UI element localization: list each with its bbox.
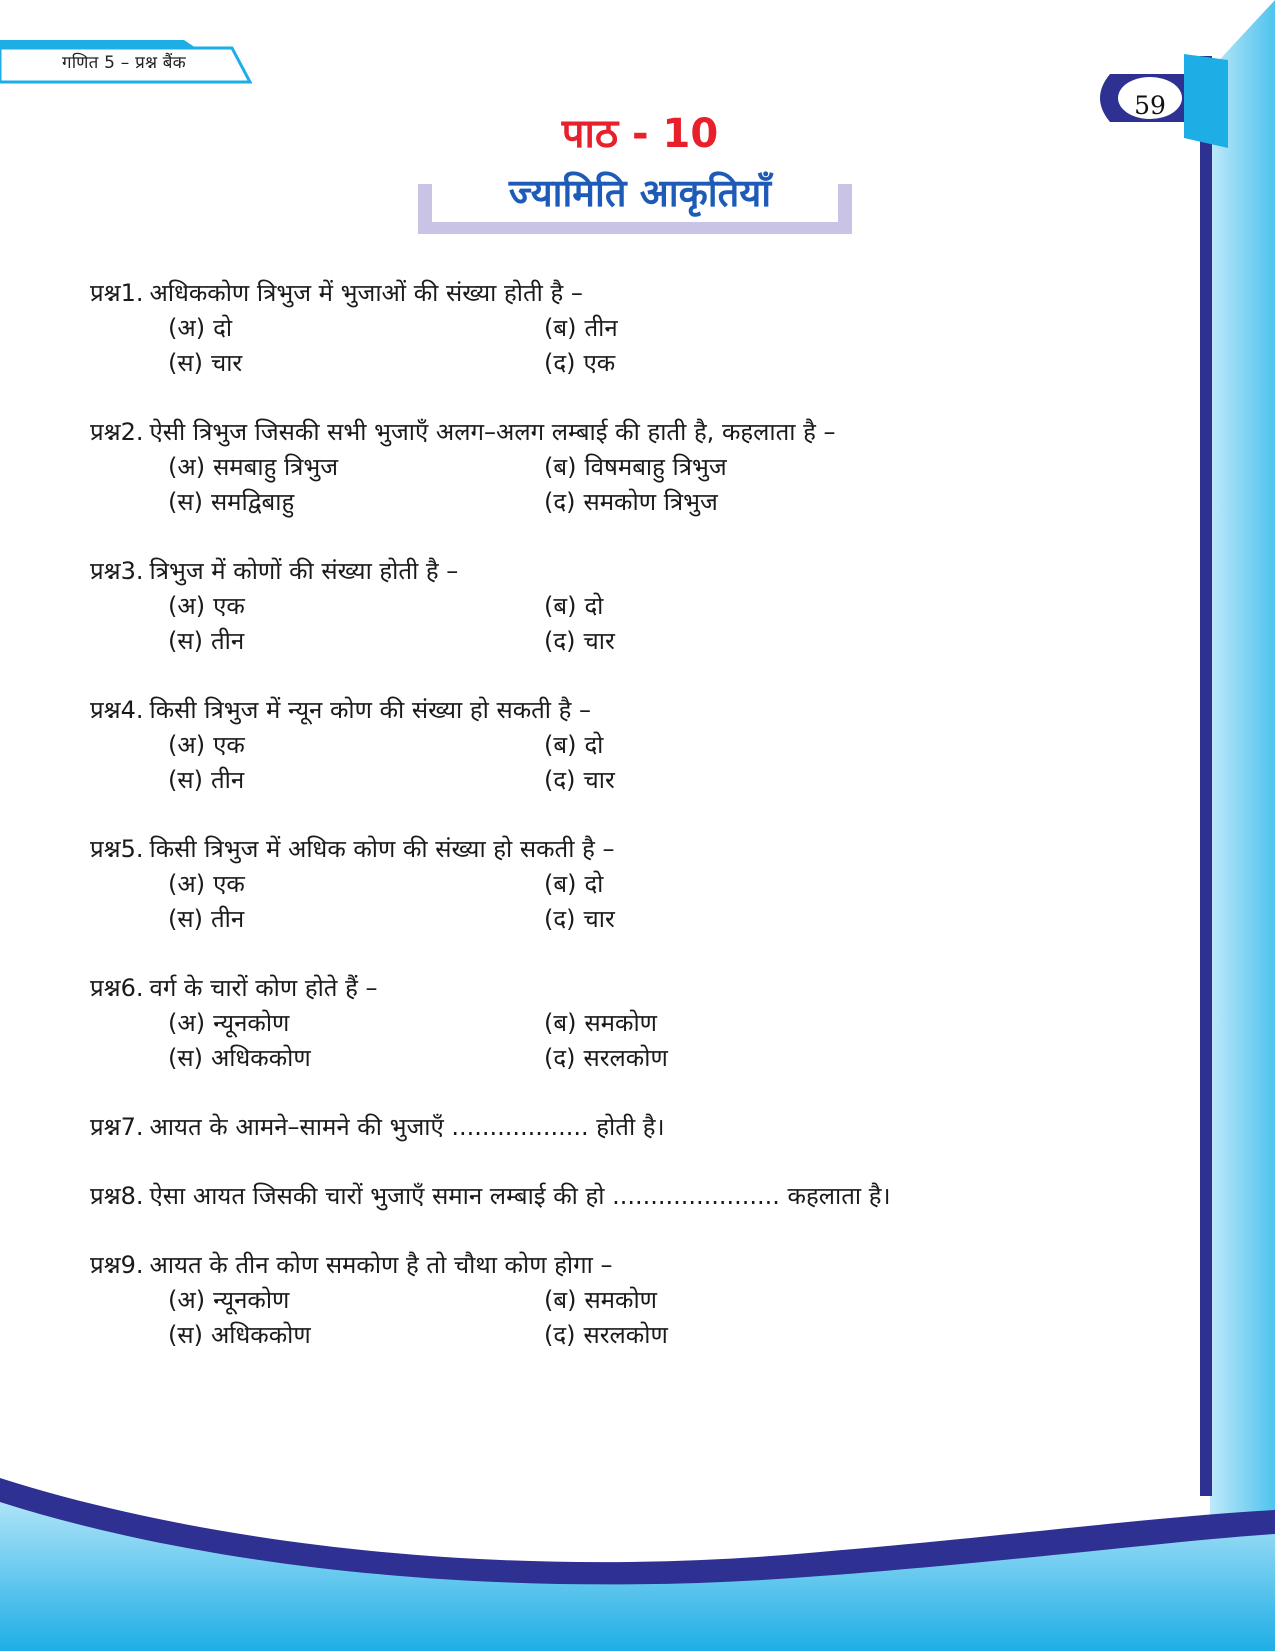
option-text: चार [583, 905, 615, 933]
option-text: एक [213, 592, 245, 620]
option-key: (अ) [168, 314, 206, 342]
question-item [90, 554, 1030, 659]
option-item [168, 1006, 544, 1041]
question-number: प्रश्न1. [90, 279, 144, 307]
question-item [90, 415, 1030, 520]
question-item [90, 693, 1030, 798]
option-item [168, 624, 544, 659]
question-item [90, 1248, 1030, 1353]
option-item [544, 1041, 920, 1076]
question-item [90, 276, 1030, 381]
question-text: ऐसा आयत जिसकी चारों भुजाएँ समान लम्बाई की हो ...................... कहलाता है। [149, 1182, 891, 1210]
option-text: दो [584, 592, 604, 620]
option-key: (स) [168, 1321, 203, 1349]
option-key: (अ) [168, 1009, 206, 1037]
option-item [544, 728, 920, 763]
option-item [544, 1283, 920, 1318]
options-grid [168, 867, 1030, 937]
question-text: किसी त्रिभुज में न्यून कोण की संख्या हो सकती है – [149, 696, 592, 724]
question-text: आयत के आमने–सामने की भुजाएँ .................. होती है। [149, 1113, 665, 1141]
option-key: (द) [544, 488, 576, 516]
option-text: तीन [210, 905, 245, 933]
option-item [544, 763, 920, 798]
option-key: (ब) [544, 870, 577, 898]
question-number: प्रश्न2. [90, 418, 144, 446]
option-key: (अ) [168, 592, 206, 620]
question-number: प्रश्न9. [90, 1251, 144, 1279]
option-key: (ब) [544, 1009, 577, 1037]
option-key: (ब) [544, 314, 577, 342]
question-number: प्रश्न4. [90, 696, 144, 724]
option-key: (स) [168, 627, 203, 655]
option-key: (अ) [168, 731, 206, 759]
option-text: दो [584, 870, 604, 898]
option-key: (स) [168, 349, 203, 377]
page-number: 59 [1134, 91, 1166, 120]
option-item [168, 450, 544, 485]
option-key: (ब) [544, 453, 577, 481]
option-key: (द) [544, 905, 576, 933]
chapter-title: ज्यामिति आकृतियाँ [508, 171, 772, 215]
question-text: त्रिभुज में कोणों की संख्या होती है – [149, 557, 459, 585]
option-item [544, 450, 920, 485]
option-key: (ब) [544, 592, 577, 620]
question-item [90, 1110, 1030, 1145]
option-item [168, 485, 544, 520]
option-item [544, 311, 920, 346]
option-key: (द) [544, 349, 576, 377]
option-item [544, 902, 920, 937]
option-key: (स) [168, 766, 203, 794]
option-item [544, 485, 920, 520]
right-side-panel [1210, 0, 1275, 1530]
option-key: (द) [544, 766, 576, 794]
option-key: (द) [544, 1321, 576, 1349]
option-text: अधिककोण [210, 1321, 311, 1349]
option-text: एक [583, 349, 616, 377]
question-number: प्रश्न7. [90, 1113, 144, 1141]
badge-flap [1184, 54, 1228, 148]
option-text: चार [583, 627, 615, 655]
option-item [168, 1318, 544, 1353]
option-key: (द) [544, 1044, 576, 1072]
option-text: एक [213, 731, 245, 759]
option-key: (ब) [544, 1286, 577, 1314]
question-text: ऐसी त्रिभुज जिसकी सभी भुजाएँ अलग–अलग लम्बाई की हाती है, कहलाता है – [149, 418, 836, 446]
option-key: (स) [168, 488, 203, 516]
options-grid [168, 311, 1030, 381]
option-text: चार [210, 349, 243, 377]
option-text: तीन [584, 314, 618, 342]
option-text: सरलकोण [583, 1321, 668, 1349]
option-item [544, 1006, 920, 1041]
option-item [168, 346, 544, 381]
question-text: वर्ग के चारों कोण होते हैं – [149, 974, 378, 1002]
option-text: तीन [210, 627, 245, 655]
options-grid [168, 589, 1030, 659]
question-number: प्रश्न8. [90, 1182, 144, 1210]
option-text: समकोण त्रिभुज [583, 488, 718, 516]
option-key: (अ) [168, 453, 206, 481]
options-grid [168, 1006, 1030, 1076]
option-item [544, 589, 920, 624]
question-item [90, 1179, 1030, 1214]
question-text: किसी त्रिभुज में अधिक कोण की संख्या हो सकती है – [149, 835, 615, 863]
right-vertical-rule [1200, 56, 1212, 1496]
question-number: प्रश्न5. [90, 835, 144, 863]
option-item [168, 728, 544, 763]
option-text: न्यूनकोण [213, 1286, 290, 1314]
option-text: एक [213, 870, 245, 898]
option-text: अधिककोण [210, 1044, 311, 1072]
option-item [168, 1041, 544, 1076]
option-item [544, 1318, 920, 1353]
option-item [168, 1283, 544, 1318]
option-item [168, 902, 544, 937]
question-item [90, 832, 1030, 937]
question-line [90, 693, 1030, 728]
question-number: प्रश्न3. [90, 557, 144, 585]
option-text: समद्विबाहु [210, 488, 295, 516]
option-item [168, 867, 544, 902]
question-line [90, 971, 1030, 1006]
question-number: प्रश्न6. [90, 974, 144, 1002]
question-line [90, 415, 1030, 450]
option-key: (अ) [168, 870, 206, 898]
option-key: (ब) [544, 731, 577, 759]
question-line [90, 554, 1030, 589]
options-grid [168, 728, 1030, 798]
option-text: समबाहु त्रिभुज [213, 453, 339, 481]
option-text: न्यूनकोण [213, 1009, 290, 1037]
option-text: विषमबाहु त्रिभुज [584, 453, 727, 481]
question-item [90, 971, 1030, 1076]
options-grid [168, 1283, 1030, 1353]
option-item [544, 346, 920, 381]
question-line [90, 1179, 1030, 1214]
option-key: (स) [168, 1044, 203, 1072]
lesson-label: पाठ - 10 [561, 111, 719, 157]
book-label: गणित 5 – प्रश्न बैंक [62, 53, 186, 73]
option-text: दो [213, 314, 233, 342]
option-item [544, 867, 920, 902]
option-text: दो [584, 731, 604, 759]
question-line [90, 1248, 1030, 1283]
option-item [168, 311, 544, 346]
question-text: अधिककोण त्रिभुज में भुजाओं की संख्या होती है – [149, 279, 583, 307]
option-text: तीन [210, 766, 245, 794]
question-list [90, 276, 1030, 1387]
option-text: समकोण [584, 1286, 658, 1314]
option-item [544, 624, 920, 659]
option-text: समकोण [584, 1009, 658, 1037]
question-line [90, 276, 1030, 311]
question-text: आयत के तीन कोण समकोण है तो चौथा कोण होगा – [149, 1251, 613, 1279]
option-item [168, 763, 544, 798]
option-item [168, 589, 544, 624]
options-grid [168, 450, 1030, 520]
option-key: (स) [168, 905, 203, 933]
option-text: सरलकोण [583, 1044, 668, 1072]
question-line [90, 832, 1030, 867]
option-key: (अ) [168, 1286, 206, 1314]
option-text: चार [583, 766, 615, 794]
question-line [90, 1110, 1030, 1145]
option-key: (द) [544, 627, 576, 655]
